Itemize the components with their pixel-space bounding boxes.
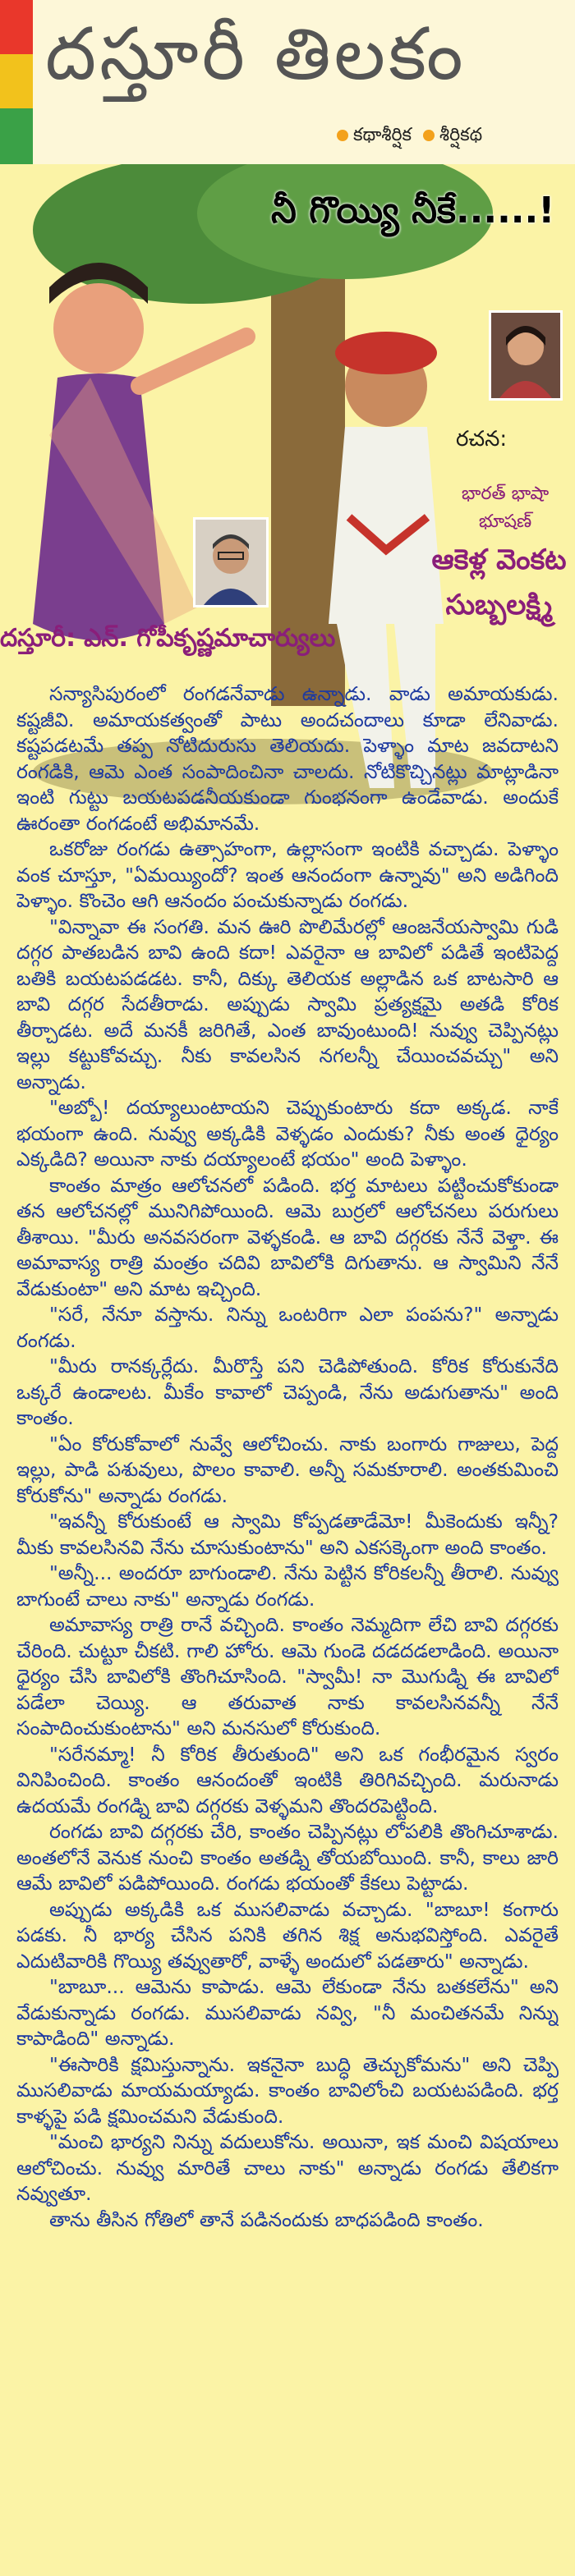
woman-pointing-arm [140, 337, 246, 386]
story-paragraph: "ఇవన్నీ కోరుకుంటే ఆ స్వామి కోప్పడతాడేమో! మీకెందుకు ఇన్నీ? మీకు కావలసినవి నేను చూసుకుంటాను" అని ఎకసక్కెంగా అంది కాంతం. [16, 1510, 559, 1559]
story-paragraph: "మంచి భార్యని నిన్ను వదులుకోను. అయినా, ఇక మంచి విషయాలు ఆలోచించు. నువ్వు మారితే చాలు నాకు" అన్నాడు రంగడు తేలికగా నవ్వుతూ. [16, 2130, 559, 2205]
calligrapher-label: దస్తూరీ: [0, 624, 76, 653]
tag-shirshika: శీర్షికథ [423, 125, 482, 149]
story-paragraph: "ఈసారికి క్షమిస్తున్నాను. ఇకనైనా బుద్ధి తెచ్చుకోమను" అని చెప్పి ముసలివాడు మాయమయ్యాడు. కాంతం బావిలోంచి బయటపడింది. భర్త కాళ్ళపై పడి క్షమించమని వేడుకుంది. [16, 2052, 559, 2128]
author-name: ఆకెళ్ల వెంకట సుబ్బలక్ష్మి [431, 543, 567, 621]
author-avatar-icon [491, 313, 560, 398]
author-photo [489, 310, 563, 401]
story-paragraph: "ఏం కోరుకోవాలో నువ్వే ఆలోచించు. నాకు బంగారు గాజులు, పెద్ద ఇల్లు, పాడి పశువులు, పొలం కావాలి. అన్నీ సమకూరాలి. అంతకుమించి కోరుకోను" అన్నాడు రంగడు. [16, 1432, 559, 1507]
calligrapher-name: ఎన్. గోపీకృష్ణమాచార్యులు [84, 624, 336, 653]
calligrapher-credit [0, 624, 335, 658]
color-stripes [0, 0, 33, 164]
author-role: భారత్ భాషా భూషణ్ [461, 484, 550, 532]
man-turban [335, 332, 437, 374]
bullet-icon [423, 130, 435, 141]
calligrapher-avatar-icon [196, 520, 266, 605]
author-label: రచన: [456, 427, 508, 451]
masthead-tags [337, 125, 482, 149]
tag-katha: కథాశీర్షిక [337, 125, 412, 149]
story-paragraph: సన్యాసిపురంలో రంగడనేవాడు ఉన్నాడు. వాడు అమాయకుడు. కష్టజీవి. అమాయకత్వంతో పాటు అందచందాలు కూడా లేనివాడు. కష్టపడటమే తప్ప నోటిదురుసు తెలియదు. పెళ్ళాం మాట జవదాటని రంగడికి, ఆమె ఎంత సంపాదించినా చాలదు. నోటికొచ్చినట్లు మాట్లాడినా ఇంటి గుట్టు బయటపడనీయకుండా గుంభనంగా ఉండేవాడు. అందుకే ఊరంతా రంగడంటే అభిమానమే. [16, 682, 559, 835]
masthead [0, 0, 575, 164]
story-body [16, 681, 559, 2565]
story-paragraph: "బాబూ... ఆమెను కాపాడు. ఆమె లేకుండా నేను బతకలేను" అని వేడుకున్నాడు రంగడు. ముసలివాడు నవ్వి, "నీ మంచితనమే నిన్ను కాపాడింది" అన్నాడు. [16, 1975, 559, 2050]
masthead-title: దస్తూరీ తిలకం [45, 11, 467, 96]
story-paragraph: అమావాస్య రాత్రి రానే వచ్చింది. కాంతం నెమ్మదిగా లేచి బావి దగ్గరకు చేరింది. చుట్టూ చీకటి. గాలి హోరు. ఆమె గుండె దడదడలాడింది. అయినా ధైర్యం చేసి బావిలోకి తొంగిచూసింది. "స్వామీ! నా మొగుడ్ని ఈ బావిలో పడేలా చెయ్యి. ఆ తరువాత నాకు కావలసినవన్నీ నేనే సంపాదించుకుంటాను" అని మనసులో కోరుకుంది. [16, 1613, 559, 1739]
story-paragraph: అప్పుడు అక్కడికి ఒక ముసలివాడు వచ్చాడు. "బాబూ! కంగారు పడకు. నీ భార్య చేసిన పనికి తగిన శిక్ష అనుభవిస్తోంది. ఎవరైతే ఎదుటివారికి గొయ్యి తవ్వుతారో, వాళ్ళే అందులో పడతారు" అన్నాడు. [16, 1897, 559, 1973]
calligrapher-photo [193, 517, 269, 607]
story-paragraph: "అన్నీ... అందరూ బాగుండాలి. నేను పెట్టిన కోరికలన్నీ తీరాలి. నువ్వు బాగుంటే చాలు నాకు" అన్నాడు రంగడు. [16, 1561, 559, 1611]
story-paragraph: ఒకరోజు రంగడు ఉత్సాహంగా, ఉల్లాసంగా ఇంటికి వచ్చాడు. పెళ్ళాం వంక చూస్తూ, "ఏమయ్యిందో? ఇంత ఆనందంగా ఉన్నావు" అని అడిగింది పెళ్ళాం. కొంచెం ఆగి ఆనందం పంచుకున్నాడు రంగడు. [16, 837, 559, 912]
story-title: నీ గొయ్యి నీకే......! [271, 190, 555, 231]
woman-head [53, 283, 144, 374]
bullet-icon [337, 130, 348, 141]
story-paragraph: "మీరు రానక్కర్లేదు. మీరొస్తే పని చెడిపోతుంది. కోరిక కోరుకునేది ఒక్కరే ఉండాలట. మీకేం కావాలో చెప్పండి, నేను అడుగుతాను" అంది కాంతం. [16, 1354, 559, 1429]
story-paragraph: కాంతం మాత్రం ఆలోచనలో పడింది. భర్త మాటలు పట్టించుకోకుండా తన ఆలోచనల్లో మునిగిపోయింది. ఆమె బుర్రలో ఆలోచనలు పరుగులు తీశాయి. "మీరు అనవసరంగా వెళ్ళకండి. ఆ బావి దగ్గరకు నేనే వెళ్తా. ఈ అమావాస్య రాత్రి మంత్రం చదివి బావిలోకి దిగుతాను. ఆ స్వామిని నేనే వేడుకుంటా" అని మాట ఇచ్చింది. [16, 1173, 559, 1300]
story-paragraph: "విన్నావా ఈ సంగతి. మన ఊరి పొలిమేరల్లో ఆంజనేయస్వామి గుడి దగ్గర పాతబడిన బావి ఉంది కదా! ఎవరైనా ఆ బావిలో పడితే ఇంటిపెద్ద బతికి బయటపడడట. కానీ, దిక్కు తెలియక అల్లాడిన ఒక బాటసారి ఆ బావి దగ్గర సేదతీరాడు. అప్పుడు స్వామి ప్రత్యక్షమై అతడి కోరిక తీర్చాడట. అదే మనకీ జరిగితే, ఎంత బావుంటుంది! నువ్వు చెప్పినట్లు ఇల్లు కట్టుకోవచ్చు. నీకు కావలసిన నగలన్నీ చేయించవచ్చు" అని అన్నాడు. [16, 914, 559, 1093]
story-paragraph: రంగడు బావి దగ్గరకు చేరి, కాంతం చెప్పినట్లు లోపలికి తొంగిచూశాడు. అంతలోనే వెనుక నుంచి కాంతం అతడ్ని తోయబోయింది. కానీ, కాలు జారి ఆమే బావిలో పడిపోయింది. రంగడు భయంతో కేకలు పెట్టాడు. [16, 1820, 559, 1895]
man-shirt [329, 427, 444, 624]
story-paragraph: "సరే, నేనూ వస్తాను. నిన్ను ఒంటరిగా ఎలా పంపను?" అన్నాడు రంగడు. [16, 1303, 559, 1352]
story-paragraph: తాను తీసిన గోతిలో తానే పడినందుకు బాధపడింది కాంతం. [49, 2207, 484, 2231]
story-paragraph: "సరేనమ్మా! నీ కోరిక తీరుతుంది" అని ఒక గంభీరమైన స్వరం వినిపించింది. కాంతం ఆనందంతో ఇంటికి తిరిగివచ్చింది. మరునాడు ఉదయమే రంగడ్ని బావి దగ్గరకు వెళ్ళమని తొందరపెట్టింది. [16, 1742, 559, 1817]
story-paragraph: "అబ్బో! దయ్యాలుంటాయని చెప్పుకుంటారు కదా అక్కడ. నాకే భయంగా ఉంది. నువ్వు అక్కడికి వెళ్ళడం ఎందుకు? నీకు అంత ధైర్యం ఎక్కడిది? అయినా నాకు దయ్యాలంటే భయం" అంది పెళ్ళాం. [16, 1096, 559, 1171]
